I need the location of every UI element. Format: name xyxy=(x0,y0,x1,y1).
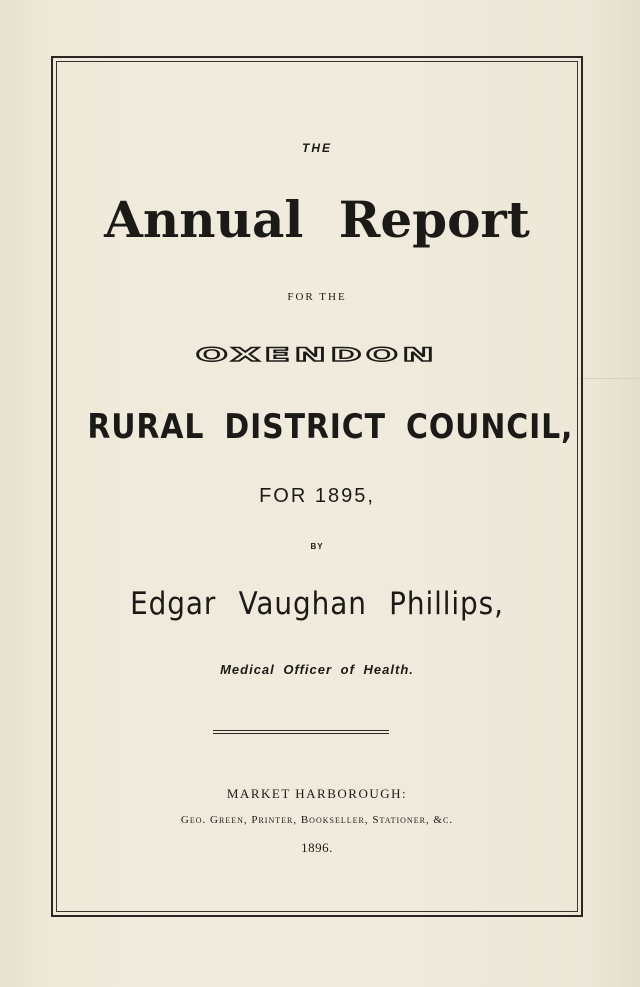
imprint-place: MARKET HARBOROUGH: xyxy=(226,786,408,801)
author-name: Edgar Vaughan Phillips, xyxy=(130,586,504,622)
double-rule-bottom xyxy=(213,733,389,734)
author-role: Medical Officer of Health. xyxy=(220,662,414,677)
double-rule-top xyxy=(213,730,389,731)
district-name: OXENDON xyxy=(195,344,439,366)
report-year: FOR 1895, xyxy=(259,485,375,507)
report-title: Annual Report xyxy=(104,190,530,249)
for-the-text: FOR THE xyxy=(287,291,347,303)
imprint-printer: Geo. Green, Printer, Bookseller, Stationer, &c. xyxy=(180,814,454,826)
imprint-year: 1896. xyxy=(301,840,333,855)
title-article: THE xyxy=(302,141,332,155)
by-text: BY xyxy=(310,542,324,551)
council-name: RURAL DISTRICT COUNCIL, xyxy=(87,407,574,447)
paper-fold-crease xyxy=(580,378,640,379)
